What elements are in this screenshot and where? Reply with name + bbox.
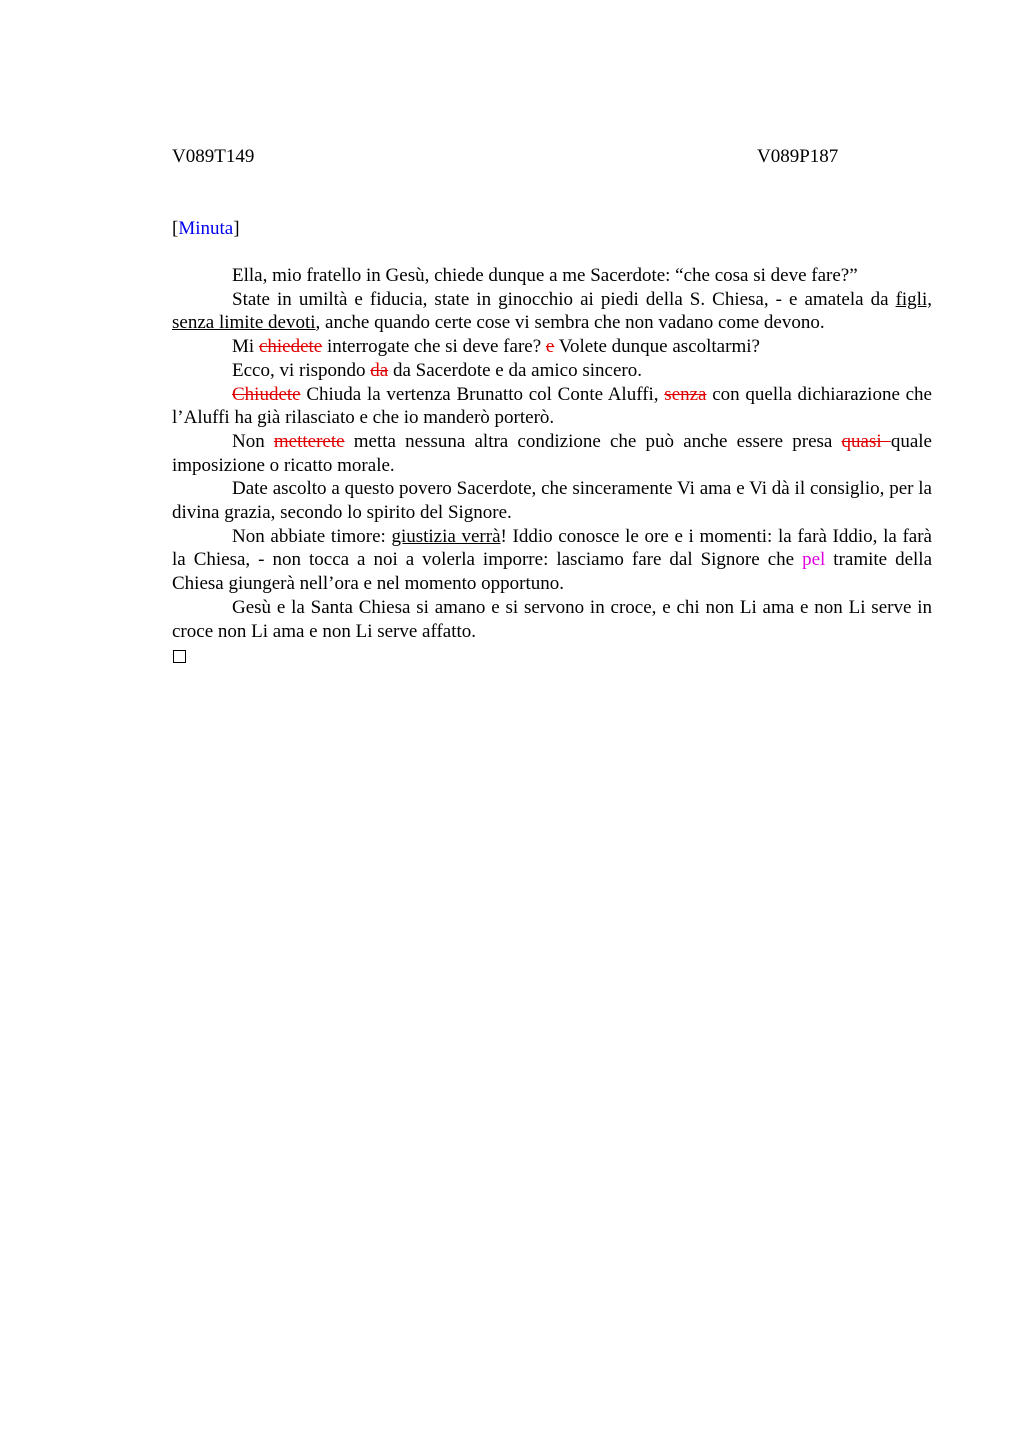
deleted-text: da bbox=[370, 359, 389, 381]
label-open-bracket: [ bbox=[172, 218, 179, 239]
paragraph-2 bbox=[172, 288, 932, 335]
paragraph-7 bbox=[172, 477, 932, 524]
document-code-left: V089T149 bbox=[172, 146, 255, 167]
paragraph-text: interrogate che si deve fare? bbox=[322, 336, 546, 358]
inserted-text: pel bbox=[802, 549, 826, 571]
paragraph-text: quale imposizione o ricatto morale. bbox=[172, 430, 932, 476]
document-code-right: V089P187 bbox=[757, 146, 839, 167]
paragraph-text: ! Iddio conosce le ore e i momenti: la farà Iddio, la farà la Chiesa, - non tocca a noi a volerla imporre: lasciamo fare dal Signore che bbox=[172, 525, 932, 571]
paragraph-text: Mi bbox=[232, 336, 259, 358]
underlined-text: figli, senza limite devoti bbox=[172, 288, 932, 334]
paragraph-text: Ecco, vi rispondo bbox=[232, 359, 371, 381]
deleted-text: quasi bbox=[841, 430, 891, 452]
letter-body bbox=[172, 264, 932, 643]
underlined-text: giustizia verrà bbox=[391, 525, 501, 547]
paragraph-text: Volete dunque ascoltarmi? bbox=[554, 336, 760, 358]
paragraph-text: Ella, mio fratello in Gesù, chiede dunque a me Sacerdote: “che cosa si deve fare?” bbox=[232, 265, 858, 286]
deleted-text: Chiudete bbox=[232, 383, 301, 405]
paragraph-text: , anche quando certe cose vi sembra che non vadano come devono. bbox=[315, 312, 825, 334]
paragraph-text: Chiuda la vertenza Brunatto col Conte Aluffi, bbox=[300, 383, 665, 405]
paragraph-text: con quella dichiarazione che l’Aluffi ha già rilasciato e che io manderò porterò. bbox=[172, 383, 932, 429]
end-of-text-box bbox=[173, 650, 186, 663]
paragraph-text: metta nessuna altra condizione che può anche essere presa bbox=[344, 430, 842, 452]
paragraph-1 bbox=[172, 264, 932, 288]
paragraph-text: State in umiltà e fiducia, state in ginocchio ai piedi della S. Chiesa, - e amatela da bbox=[232, 288, 896, 310]
paragraph-text: Non abbiate timore: bbox=[232, 525, 392, 547]
paragraph-text: da Sacerdote e da amico sincero. bbox=[388, 359, 642, 381]
paragraph-text: Gesù e la Santa Chiesa si amano e si servono in croce, e chi non Li ama e non Li serve in croce non Li ama e non Li serve affatto. bbox=[172, 596, 932, 642]
deleted-text: e bbox=[545, 336, 555, 358]
deleted-text: senza bbox=[664, 383, 707, 405]
paragraph-text: Non bbox=[232, 430, 274, 452]
paragraph-5 bbox=[172, 383, 932, 430]
paragraph-text: tramite della Chiesa giungerà nell’ora e nel momento opportuno. bbox=[172, 549, 933, 595]
paragraph-3 bbox=[172, 335, 932, 359]
deleted-text: metterete bbox=[273, 430, 345, 452]
paragraph-4 bbox=[172, 359, 932, 383]
label-minuta: Minuta bbox=[178, 218, 234, 239]
paragraph-8 bbox=[172, 525, 932, 596]
paragraph-6 bbox=[172, 430, 932, 477]
paragraph-9 bbox=[172, 596, 932, 643]
label-close-bracket: ] bbox=[233, 218, 240, 239]
paragraph-text: Date ascolto a questo povero Sacerdote, che sinceramente Vi ama e Vi dà il consiglio, per la divina grazia, secondo lo spirito del Signore. bbox=[172, 478, 932, 524]
document-label bbox=[172, 217, 240, 241]
deleted-text: chiedete bbox=[258, 336, 323, 358]
